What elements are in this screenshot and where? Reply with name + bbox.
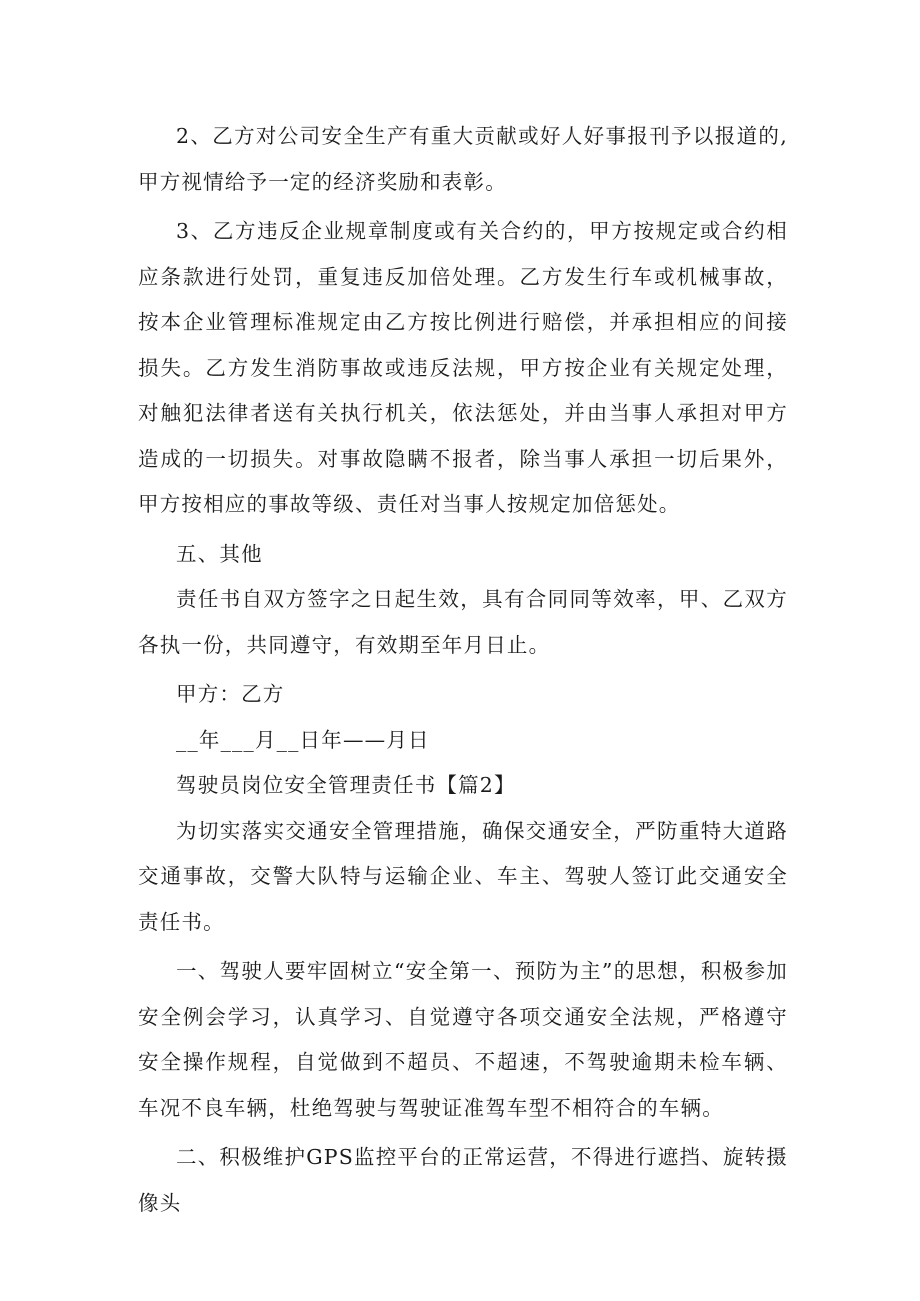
document-body (138, 114, 788, 1230)
paragraph-item-two: 二、积极维护GPS监控平台的正常运营，不得进行遮挡、旋转摄像头 (138, 1145, 789, 1215)
paragraph-reward: 2、乙方对公司安全生产有重大贡献或好人好事报刊予以报道的,甲方视情给予一定的经济奖励和表彰。 (138, 124, 788, 194)
signature-line: 甲方：乙方 (176, 682, 285, 706)
paragraph-intro: 为切实落实交通安全管理措施，确保交通安全，严防重特大道路交通事故，交警大队特与运输企业、车主、驾驶人签订此交通安全责任书。 (138, 818, 788, 934)
paragraph-penalty: 3、乙方违反企业规章制度或有关合约的，甲方按规定或合约相应条款进行处罚，重复违反加倍处理。乙方发生行车或机械事故，按本企业管理标准规定由乙方按比例进行赔偿，并承担相应的间接损失。乙方发生消防事故或违反法规，甲方按企业有关规定处理，对触犯法律者送有关执行机关，依法惩处，并由当事人承担对甲方造成的一切损失。对事故隐瞒不报者，除当事人承担一切后果外，甲方按相应的事故等级、责任对当事人按规定加倍惩处。 (138, 219, 788, 516)
article-title: 驾驶员岗位安全管理责任书【篇2】 (176, 773, 516, 797)
paragraph-effective: 责任书自双方签字之日起生效，具有合同同等效率，甲、乙双方各执一份，共同遵守，有效期至年月日止。 (138, 587, 788, 657)
date-line: __年___月__日年——月日 (176, 727, 430, 752)
section-heading-other: 五、其他 (176, 541, 263, 566)
paragraph-item-one: 一、驾驶人要牢固树立“安全第一、预防为主”的思想，积极参加安全例会学习，认真学习、自觉遵守各项交通安全法规，严格遵守安全操作规程，自觉做到不超员、不超速，不驾驶逾期未检车辆、车况不良车辆，杜绝驾驶与驾驶证准驾车型不相符合的车辆。 (138, 959, 788, 1120)
